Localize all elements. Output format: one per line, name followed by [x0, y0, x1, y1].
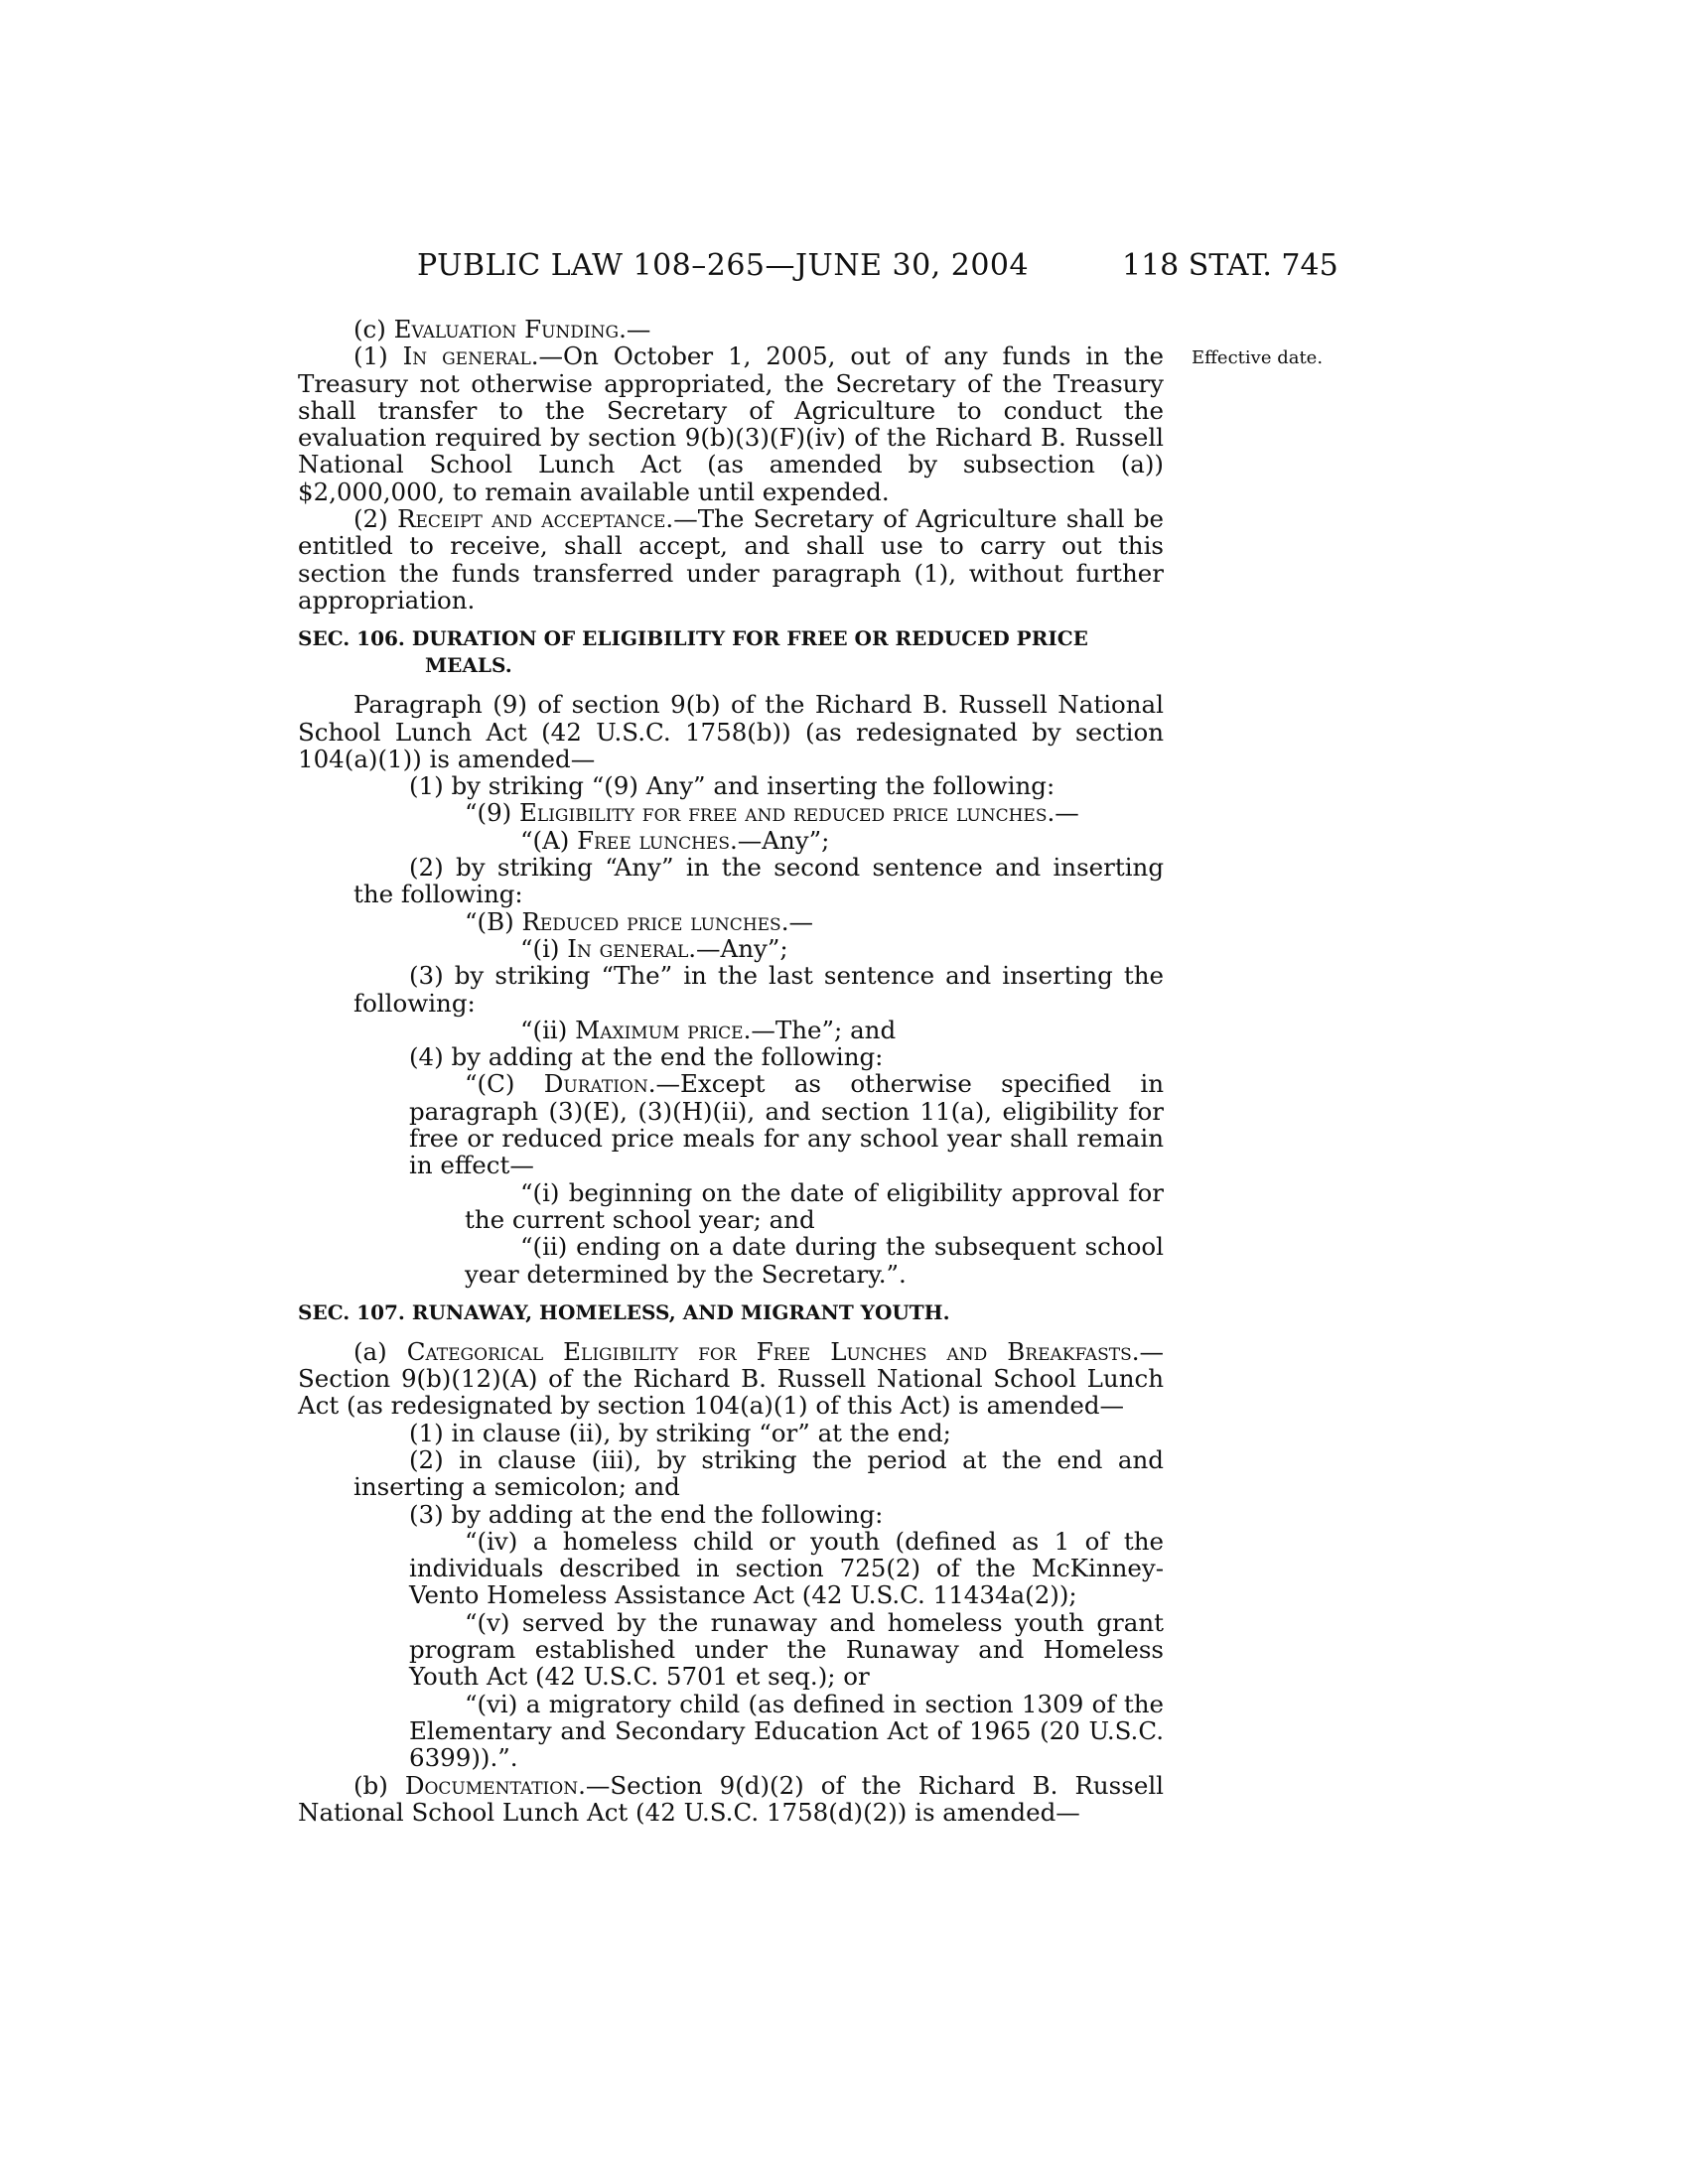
quoted-clause-b-i: “(i) In general.—Any”; [520, 933, 788, 963]
margin-note-effective-date: Effective date. [1192, 347, 1324, 368]
quoted-clause-v: “(v) served by the runaway and homeless youth grant program established under the Runaway and Homeless Youth Act (42 U.S.C. 5701 et seq.); or [409, 1607, 1164, 1692]
quoted-clause-c-ii: “(ii) ending on a date during the subsequent school year determined by the Secretary.”. [465, 1232, 1164, 1289]
quoted-clause-iv: “(iv) a homeless child or youth (defined as 1 of the individuals described in section 725(2) of the McKinney-Vento Homeless Assistance Act (42 U.S.C. 11434a(2)); [409, 1526, 1164, 1610]
document-body [298, 316, 1164, 1826]
section-107-heading: SEC. 107. RUNAWAY, HOMELESS, AND MIGRANT YOUTH. [298, 1299, 950, 1324]
section-106-heading: SEC. 106. DURATION OF ELIGIBILITY FOR FREE OR REDUCED PRICE MEALS. [298, 626, 1088, 678]
subsection-107-b: (b) Documentation.—Section 9(d)(2) of the Richard B. Russell National School Lunch Act (42 U.S.C. 1758(d)(2)) is amended— [298, 1770, 1164, 1827]
section-106-item-3: (3) by striking “The” in the last sentence and inserting the following: [353, 961, 1164, 1018]
paragraph-c2: (2) Receipt and acceptance.—The Secretary of Agriculture shall be entitled to receive, shall accept, and shall use to carry out this section the funds transferred under paragraph (1), without further appropriation. [298, 504, 1164, 614]
running-head-title: PUBLIC LAW 108–265—JUNE 30, 2004 [417, 248, 1030, 283]
section-106-item-1: (1) by striking “(9) Any” and inserting the following: [409, 771, 1055, 801]
quoted-clause-vi: “(vi) a migratory child (as defined in section 1309 of the Elementary and Secondary Education Act of 1965 (20 U.S.C. 6399)).”. [409, 1689, 1164, 1773]
section-107-item-2: (2) in clause (iii), by striking the period at the end and inserting a semicolon; and [353, 1444, 1164, 1502]
page-header [0, 248, 1688, 288]
quoted-clause-c-i: “(i) beginning on the date of eligibility approval for the current school year; and [465, 1177, 1164, 1234]
subsection-107-a: (a) Categorical Eligibility for Free Lunches and Breakfasts.—Section 9(b)(12)(A) of the Richard B. Russell National School Lunch Act (as redesignated by section 104(a)(1) of this Act) is amended— [298, 1336, 1165, 1421]
quoted-subparagraph-b: “(B) Reduced price lunches.— [465, 906, 813, 936]
section-107-item-3: (3) by adding at the end the following: [409, 1499, 884, 1529]
section-106-intro: Paragraph (9) of section 9(b) of the Richard B. Russell National School Lunch Act (42 U.S.C. 1758(b)) (as redesignated by section 104(a)(1)) is amended— [298, 690, 1164, 773]
quoted-clause-ii: “(ii) Maximum price.—The”; and [520, 1015, 897, 1044]
quoted-paragraph-9: “(9) Eligibility for free and reduced price lunches.— [465, 798, 1079, 828]
quoted-subparagraph-c: “(C) Duration.—Except as otherwise specified in paragraph (3)(E), (3)(H)(ii), and section 11(a), eligibility for free or reduced price meals for any school year shall remain in effect— [409, 1069, 1164, 1180]
section-106-item-4: (4) by adding at the end the following: [409, 1042, 884, 1072]
section-107-item-1: (1) in clause (ii), by striking “or” at the end; [409, 1418, 951, 1447]
section-106-item-2: (2) by striking “Any” in the second sentence and inserting the following: [353, 853, 1164, 909]
quoted-subparagraph-a: “(A) Free lunches.—Any”; [520, 825, 830, 855]
paragraph-c1: (1) In general.—On October 1, 2005, out of any funds in the Treasury not otherwise appropriated, the Secretary of the Treasury shall transfer to the Secretary of Agriculture to conduct the evaluation required by section 9(b)(3)(F)(iv) of the Richard B. Russell National School Lunch Act (as amended by subsection (a)) $2,000,000, to remain available until expended. [298, 341, 1164, 506]
subsection-c-heading: (c) Evaluation Funding.— [353, 315, 651, 343]
statute-page-number: 118 STAT. 745 [1122, 248, 1338, 283]
